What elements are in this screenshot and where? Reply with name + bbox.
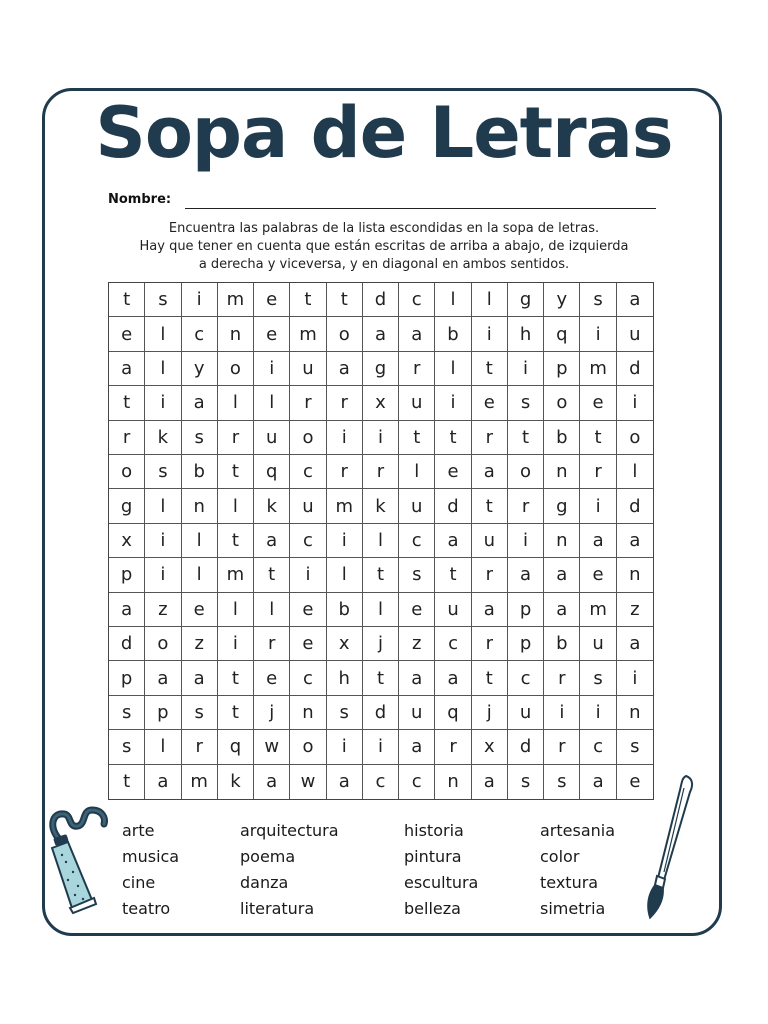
grid-cell[interactable]: r [472, 421, 508, 455]
word-list-item: cine [122, 873, 156, 892]
grid-cell[interactable]: t [218, 696, 254, 730]
grid-cell[interactable]: e [254, 283, 290, 317]
grid-cell[interactable]: p [145, 696, 181, 730]
grid-cell[interactable]: m [580, 352, 616, 386]
grid-cell[interactable]: r [327, 386, 363, 420]
grid-cell[interactable]: o [109, 455, 145, 489]
grid-cell[interactable]: i [327, 524, 363, 558]
grid-cell[interactable]: c [399, 283, 435, 317]
grid-cell[interactable]: k [218, 765, 254, 799]
grid-cell[interactable]: i [508, 524, 544, 558]
grid-cell[interactable]: a [399, 730, 435, 764]
grid-cell[interactable]: n [617, 558, 653, 592]
grid-cell[interactable]: k [145, 421, 181, 455]
grid-cell[interactable]: l [472, 283, 508, 317]
grid-cell[interactable]: t [508, 421, 544, 455]
grid-cell[interactable]: l [327, 558, 363, 592]
grid-cell[interactable]: m [218, 558, 254, 592]
grid-cell[interactable]: e [290, 593, 326, 627]
grid-cell[interactable]: e [254, 317, 290, 351]
instruction-line: Encuentra las palabras de la lista escondidas en la sopa de letras. [168, 221, 600, 236]
grid-cell[interactable]: g [544, 489, 580, 523]
grid-cell[interactable]: a [363, 317, 399, 351]
grid-cell[interactable]: d [363, 696, 399, 730]
grid-cell[interactable]: a [472, 765, 508, 799]
grid-cell[interactable]: a [580, 524, 616, 558]
grid-cell[interactable]: u [254, 421, 290, 455]
grid-cell[interactable]: i [617, 386, 653, 420]
paintbrush-icon [634, 772, 704, 922]
word-list-item: poema [240, 847, 296, 866]
grid-cell[interactable]: e [254, 661, 290, 695]
grid-cell[interactable]: l [182, 524, 218, 558]
grid-cell[interactable]: i [580, 696, 616, 730]
grid-cell[interactable]: r [254, 627, 290, 661]
page-title: Sopa de Letras [95, 92, 673, 174]
grid-cell[interactable]: c [399, 765, 435, 799]
grid-cell[interactable]: e [629, 771, 641, 793]
grid-cell[interactable]: p [109, 661, 145, 695]
grid-cell[interactable]: t [472, 489, 508, 523]
grid-cell[interactable]: i [472, 317, 508, 351]
grid-cell[interactable]: i [254, 352, 290, 386]
grid-cell[interactable]: u [290, 489, 326, 523]
grid-cell[interactable]: z [617, 593, 653, 627]
grid-cell[interactable]: t [218, 524, 254, 558]
grid-cell[interactable]: q [254, 455, 290, 489]
grid-cell[interactable]: o [617, 421, 653, 455]
grid-cell[interactable]: l [435, 352, 471, 386]
instruction-line: a derecha y viceversa, y en diagonal en ambos sentidos. [198, 257, 570, 272]
word-list-item: historia [404, 821, 464, 840]
grid-cell[interactable]: n [544, 455, 580, 489]
grid-cell[interactable]: x [327, 627, 363, 661]
grid-cell[interactable]: r [399, 352, 435, 386]
grid-cell[interactable]: i [435, 386, 471, 420]
grid-cell[interactable]: i [363, 730, 399, 764]
grid-cell[interactable]: n [290, 696, 326, 730]
grid-cell[interactable]: n [544, 524, 580, 558]
grid-cell[interactable]: a [109, 593, 145, 627]
name-field-row [108, 192, 656, 212]
grid-cell[interactable]: l [145, 352, 181, 386]
word-list-item: danza [240, 873, 289, 892]
grid-cell[interactable]: l [363, 524, 399, 558]
word-list-item: artesania [540, 821, 616, 840]
grid-cell[interactable]: s [508, 386, 544, 420]
grid-cell[interactable]: a [544, 558, 580, 592]
grid-cell[interactable]: r [435, 730, 471, 764]
grid-cell[interactable]: s [617, 730, 653, 764]
grid-cell[interactable]: d [508, 730, 544, 764]
grid-cell[interactable]: g [363, 352, 399, 386]
grid-cell[interactable]: l [363, 593, 399, 627]
grid-cell[interactable]: i [218, 627, 254, 661]
grid-cell[interactable]: t [580, 421, 616, 455]
grid-cell[interactable]: y [182, 352, 218, 386]
grid-cell[interactable]: l [182, 558, 218, 592]
grid-cell[interactable]: l [254, 593, 290, 627]
name-line[interactable] [185, 208, 656, 209]
grid-cell[interactable]: b [182, 455, 218, 489]
grid-cell[interactable]: i [327, 421, 363, 455]
grid-cell[interactable]: a [145, 661, 181, 695]
grid-cell[interactable]: d [617, 352, 653, 386]
grid-cell[interactable]: b [544, 421, 580, 455]
grid-cell[interactable]: c [290, 524, 326, 558]
grid-cell[interactable]: e [472, 386, 508, 420]
grid-cell[interactable]: s [145, 455, 181, 489]
grid-cell[interactable]: c [290, 455, 326, 489]
grid-cell[interactable]: p [508, 593, 544, 627]
grid-cell[interactable]: h [327, 661, 363, 695]
grid-cell[interactable]: u [617, 317, 653, 351]
grid-cell[interactable]: t [290, 283, 326, 317]
grid-cell[interactable]: s [580, 283, 616, 317]
grid-cell[interactable]: r [472, 627, 508, 661]
grid-cell[interactable]: s [508, 765, 544, 799]
grid-cell[interactable]: u [399, 696, 435, 730]
grid-cell[interactable]: g [508, 283, 544, 317]
grid-cell[interactable]: u [290, 352, 326, 386]
grid-cell[interactable]: a [544, 593, 580, 627]
grid-cell[interactable]: k [254, 489, 290, 523]
letter-grid [108, 282, 654, 800]
word-list-item: literatura [240, 899, 315, 918]
grid-cell[interactable]: s [145, 283, 181, 317]
grid-cell[interactable]: s [580, 661, 616, 695]
grid-cell[interactable]: c [508, 661, 544, 695]
grid-cell[interactable]: o [290, 730, 326, 764]
grid-cell[interactable]: t [218, 661, 254, 695]
grid-cell[interactable]: i [580, 317, 616, 351]
grid-cell[interactable]: b [435, 317, 471, 351]
grid-cell[interactable]: m [580, 593, 616, 627]
grid-cell[interactable]: l [218, 489, 254, 523]
grid-cell[interactable]: m [218, 283, 254, 317]
grid-cell[interactable]: a [472, 593, 508, 627]
grid-cell[interactable]: l [254, 386, 290, 420]
grid-cell[interactable]: c [182, 317, 218, 351]
grid-cell[interactable]: m [327, 489, 363, 523]
grid-cell[interactable]: s [182, 696, 218, 730]
grid-cell[interactable]: p [544, 352, 580, 386]
word-list-item: arquitectura [240, 821, 339, 840]
grid-cell[interactable]: t [435, 421, 471, 455]
grid-cell[interactable]: g [109, 489, 145, 523]
grid-cell[interactable]: d [363, 283, 399, 317]
grid-cell[interactable]: t [363, 558, 399, 592]
grid-cell[interactable]: h [508, 317, 544, 351]
grid-cell[interactable]: r [109, 421, 145, 455]
grid-cell[interactable]: i [145, 558, 181, 592]
grid-cell[interactable]: n [218, 317, 254, 351]
grid-cell[interactable]: t [218, 455, 254, 489]
grid-cell[interactable]: l [145, 730, 181, 764]
grid-cell[interactable]: r [182, 730, 218, 764]
grid-cell[interactable]: i [580, 489, 616, 523]
grid-cell[interactable]: n [617, 696, 653, 730]
grid-cell[interactable]: t [472, 352, 508, 386]
grid-cell[interactable]: r [363, 455, 399, 489]
grid-cell[interactable]: a [254, 765, 290, 799]
grid-cell[interactable]: c [290, 661, 326, 695]
grid-cell[interactable]: m [182, 765, 218, 799]
grid-cell[interactable]: r [544, 730, 580, 764]
grid-cell[interactable]: i [290, 558, 326, 592]
grid-cell[interactable]: e [290, 627, 326, 661]
grid-cell[interactable]: c [399, 524, 435, 558]
grid-cell[interactable]: o [508, 455, 544, 489]
grid-cell[interactable]: o [145, 627, 181, 661]
grid-cell[interactable]: r [472, 558, 508, 592]
grid-cell[interactable]: z [182, 627, 218, 661]
grid-cell[interactable]: a [182, 386, 218, 420]
grid-cell[interactable]: u [472, 524, 508, 558]
grid-cell[interactable]: e [580, 386, 616, 420]
word-list [122, 818, 642, 928]
grid-cell[interactable]: o [327, 317, 363, 351]
grid-cell[interactable]: d [617, 489, 653, 523]
word-list-item: pintura [404, 847, 462, 866]
grid-cell[interactable]: r [327, 455, 363, 489]
grid-cell[interactable]: i [145, 524, 181, 558]
grid-cell[interactable]: a [109, 352, 145, 386]
grid-cell[interactable]: m [290, 317, 326, 351]
grid-cell[interactable]: a [399, 317, 435, 351]
grid-cell[interactable]: u [580, 627, 616, 661]
grid-cell[interactable]: a [617, 627, 653, 661]
grid-cell[interactable]: l [218, 593, 254, 627]
grid-cell[interactable]: l [435, 283, 471, 317]
grid-cell[interactable]: r [218, 421, 254, 455]
grid-cell[interactable]: l [399, 455, 435, 489]
grid-cell[interactable]: a [327, 765, 363, 799]
grid-cell[interactable]: j [472, 696, 508, 730]
grid-cell[interactable]: s [182, 421, 218, 455]
grid-cell[interactable]: a [472, 455, 508, 489]
grid-cell[interactable]: a [254, 524, 290, 558]
grid-cell[interactable]: j [254, 696, 290, 730]
grid-cell[interactable]: s [109, 696, 145, 730]
grid-cell[interactable]: y [544, 283, 580, 317]
grid-cell[interactable]: d [109, 627, 145, 661]
grid-cell[interactable]: i [544, 696, 580, 730]
grid-cell[interactable]: w [254, 730, 290, 764]
grid-cell[interactable]: u [508, 696, 544, 730]
grid-cell[interactable]: l [617, 455, 653, 489]
grid-cell[interactable]: x [363, 386, 399, 420]
grid-cell[interactable]: a [399, 661, 435, 695]
instructions [100, 220, 668, 274]
grid-cell[interactable]: c [580, 730, 616, 764]
grid-cell[interactable]: p [109, 558, 145, 592]
grid-cell[interactable]: l [218, 386, 254, 420]
grid-cell[interactable]: a [327, 352, 363, 386]
grid-cell[interactable]: e [580, 558, 616, 592]
grid-cell[interactable]: o [290, 421, 326, 455]
grid-cell[interactable]: s [544, 765, 580, 799]
grid-cell[interactable]: a [435, 661, 471, 695]
grid-cell[interactable]: i [145, 386, 181, 420]
grid-cell[interactable]: u [435, 593, 471, 627]
grid-cell[interactable]: j [363, 627, 399, 661]
grid-cell[interactable]: a [580, 765, 616, 799]
grid-cell[interactable]: t [435, 558, 471, 592]
grid-cell[interactable]: s [109, 730, 145, 764]
grid-cell[interactable]: t [327, 283, 363, 317]
grid-cell[interactable]: q [544, 317, 580, 351]
grid-cell[interactable]: p [508, 627, 544, 661]
grid-cell[interactable]: q [435, 696, 471, 730]
grid-cell[interactable]: k [363, 489, 399, 523]
grid-cell[interactable]: z [145, 593, 181, 627]
grid-cell[interactable]: e [435, 455, 471, 489]
grid-cell[interactable]: l [145, 317, 181, 351]
grid-cell[interactable]: a [617, 524, 653, 558]
grid-cell[interactable]: l [145, 489, 181, 523]
grid-cell[interactable]: b [327, 593, 363, 627]
grid-cell[interactable]: u [399, 489, 435, 523]
paint-tube-icon [46, 800, 116, 915]
grid-cell[interactable]: a [435, 524, 471, 558]
grid-cell[interactable]: d [435, 489, 471, 523]
word-list-item: musica [122, 847, 180, 866]
grid-cell[interactable]: x [472, 730, 508, 764]
grid-cell[interactable]: s [327, 696, 363, 730]
name-label: Nombre: [108, 192, 172, 207]
grid-cell[interactable]: t [399, 421, 435, 455]
grid-cell[interactable]: n [435, 765, 471, 799]
word-list-item: teatro [122, 899, 171, 918]
grid-cell[interactable]: e [182, 593, 218, 627]
grid-cell[interactable]: a [145, 765, 181, 799]
grid-cell[interactable]: n [182, 489, 218, 523]
grid-cell[interactable]: t [109, 283, 145, 317]
word-list-item: simetria [540, 899, 606, 918]
grid-cell[interactable]: r [508, 489, 544, 523]
grid-cell[interactable]: t [363, 661, 399, 695]
grid-cell[interactable]: r [580, 455, 616, 489]
grid-cell[interactable]: i [617, 661, 653, 695]
grid-cell[interactable]: c [435, 627, 471, 661]
grid-cell[interactable]: i [327, 730, 363, 764]
grid-cell[interactable]: a [617, 283, 653, 317]
grid-cell[interactable]: a [508, 558, 544, 592]
word-list-item: arte [122, 821, 155, 840]
instruction-line: Hay que tener en cuenta que están escritas de arriba a abajo, de izquierda [139, 239, 629, 254]
grid-cell[interactable]: s [399, 558, 435, 592]
grid-cell[interactable]: e [109, 317, 145, 351]
grid-cell[interactable]: w [290, 765, 326, 799]
grid-cell[interactable]: t [109, 386, 145, 420]
grid-cell[interactable]: t [254, 558, 290, 592]
word-list-item: belleza [404, 899, 461, 918]
grid-cell[interactable]: a [182, 661, 218, 695]
grid-cell[interactable]: x [109, 524, 145, 558]
word-list-item: escultura [404, 873, 479, 892]
grid-cell[interactable]: z [399, 627, 435, 661]
word-list-item: color [540, 847, 580, 866]
grid-cell[interactable]: i [508, 352, 544, 386]
grid-cell[interactable]: t [109, 765, 145, 799]
grid-cell[interactable]: i [182, 283, 218, 317]
grid-cell[interactable]: q [218, 730, 254, 764]
grid-cell[interactable]: t [472, 661, 508, 695]
word-list-item: textura [540, 873, 599, 892]
grid-cell[interactable]: b [544, 627, 580, 661]
grid-cell[interactable]: o [544, 386, 580, 420]
grid-cell[interactable]: r [544, 661, 580, 695]
grid-cell[interactable]: o [218, 352, 254, 386]
grid-cell[interactable]: c [363, 765, 399, 799]
grid-cell[interactable]: r [290, 386, 326, 420]
grid-cell[interactable]: i [363, 421, 399, 455]
grid-cell[interactable]: u [399, 386, 435, 420]
grid-cell[interactable]: e [399, 593, 435, 627]
